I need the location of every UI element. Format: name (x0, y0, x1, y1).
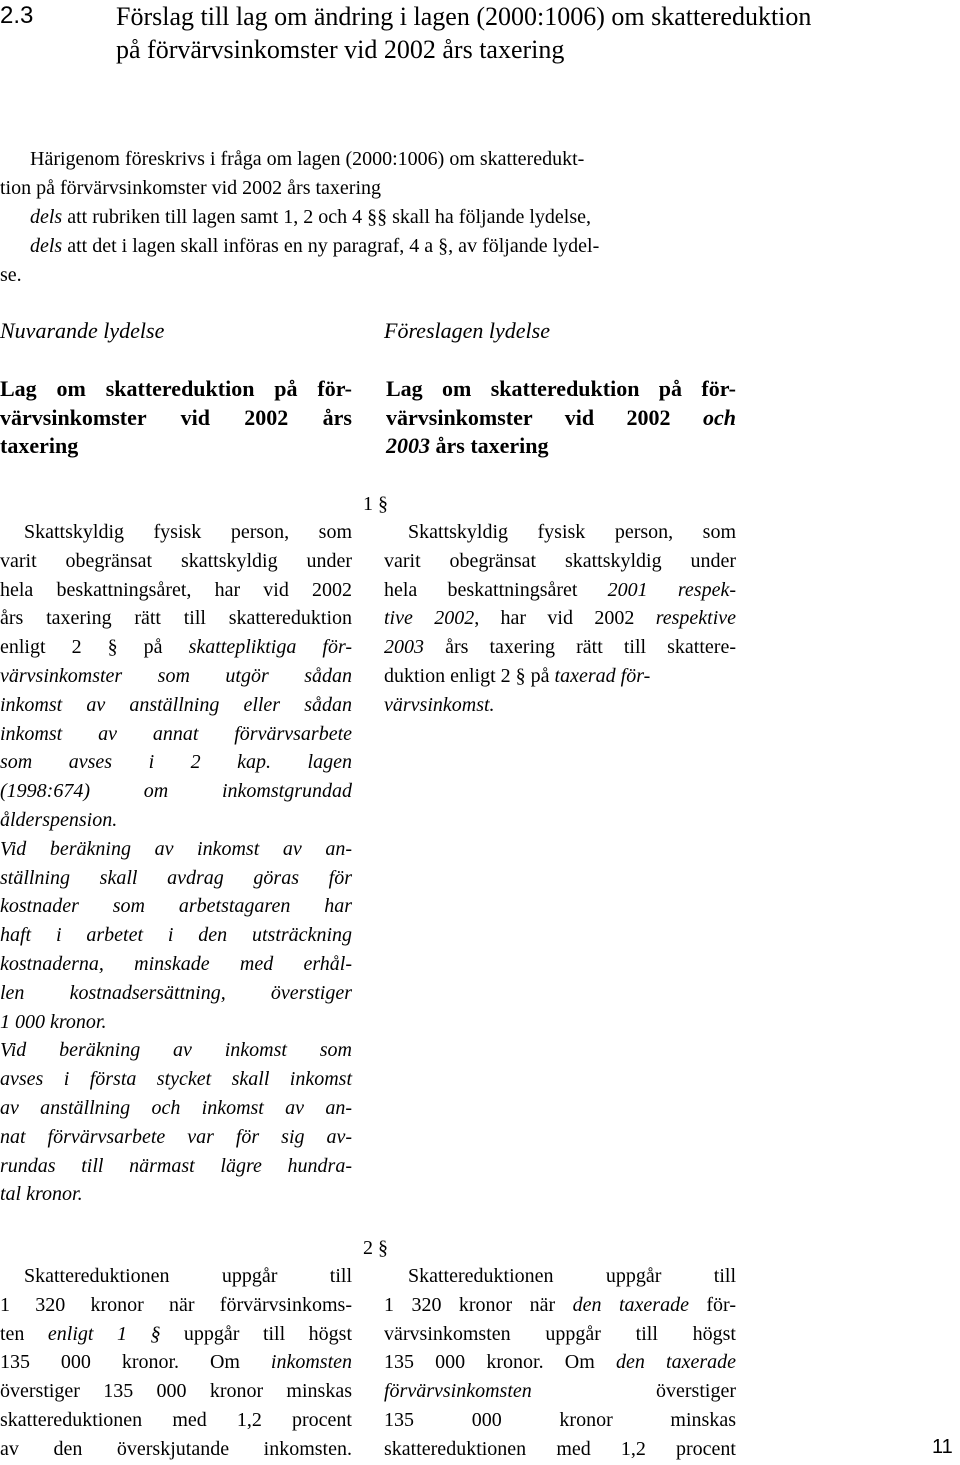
section-1-mark: 1 § (363, 493, 388, 515)
section-2-mark: 2 § (363, 1237, 388, 1259)
page-number: 11 (932, 1436, 953, 1458)
law-title-current: Lag om skattereduktion på för- värvsinkomster vid 2002 års taxering (0, 376, 352, 458)
section-title: Förslag till lag om ändring i lagen (2000:1006) om skattereduktion på förvärvsinkomster vid 2002 års taxering (116, 2, 812, 64)
section-2-current-text: Skattereduktionen uppgår till 1 320 kronor när förvärvsinkoms- ten enligt 1 § uppgår till högst 135 000 kronor. Om inkomsten överstiger 135 000 kronor minskas skattereduktionen med 1,2 procent av den överskjutande inkomsten. (0, 1265, 352, 1460)
intro-line-2: tion på förvärvsinkomster vid 2002 års taxering (0, 177, 382, 199)
intro-line-1: Härigenom föreskrivs i fråga om lagen (2000:1006) om skatteredukt- (30, 148, 585, 170)
intro-line-5: se. (0, 264, 22, 286)
proposed-wording-header: Föreslagen lydelse (384, 318, 550, 343)
section-1-proposed-text: Skattskyldig fysisk person, som varit obegränsat skattskyldig under hela beskattningsåret 2001 respek- tive 2002, har vid 2002 respektive 2003 års taxering rätt till skattere- duktion enligt 2 § på taxerad för- värvsinkomst. (384, 521, 737, 716)
intro-line-4: dels att det i lagen skall införas en ny paragraf, 4 a §, av följande lydel- (30, 235, 600, 257)
current-wording-header: Nuvarande lydelse (0, 318, 165, 343)
section-1-current-text: Skattskyldig fysisk person, som varit obegränsat skattskyldig under hela beskattningsåret, har vid 2002 års taxering rätt till skattereduktion enligt 2 § på skattepliktiga för- värvsinkomster som utgör sådan inkomst av anställning eller sådan inkomst av annat förvärvsarbete som avses i 2 kap. lagen (1998:674) om inkomstgrundad ålderspension. Vid beräkning av inkomst av an- ställning skall avdrag göras för kostnader som arbetstagaren har haft i arbetet i den utsträckning kostnaderna, minskade med erhål- len kostnadsersättning, överstiger 1 000 kronor. Vid beräkning av inkomst som avses i första stycket skall inkomst av anställning och inkomst av an- nat förvärvsarbete var för sig av- rundas till närmast lägre hundra- tal kronor. (0, 521, 352, 1206)
law-title-proposed: Lag om skattereduktion på för- värvsinkomster vid 2002 och 2003 års taxering (386, 376, 736, 458)
section-number: 2.3 (0, 2, 34, 29)
section-2-proposed-text: Skattereduktionen uppgår till 1 320 kronor när den taxerade för- värvsinkomsten uppgår till högst 135 000 kronor. Om den taxerade förvärvsinkomsten överstiger 135 000 kronor minskas skattereduktionen med 1,2 procent (384, 1265, 737, 1460)
intro-line-3: dels att rubriken till lagen samt 1, 2 och 4 §§ skall ha följande lydelse, (30, 206, 591, 228)
